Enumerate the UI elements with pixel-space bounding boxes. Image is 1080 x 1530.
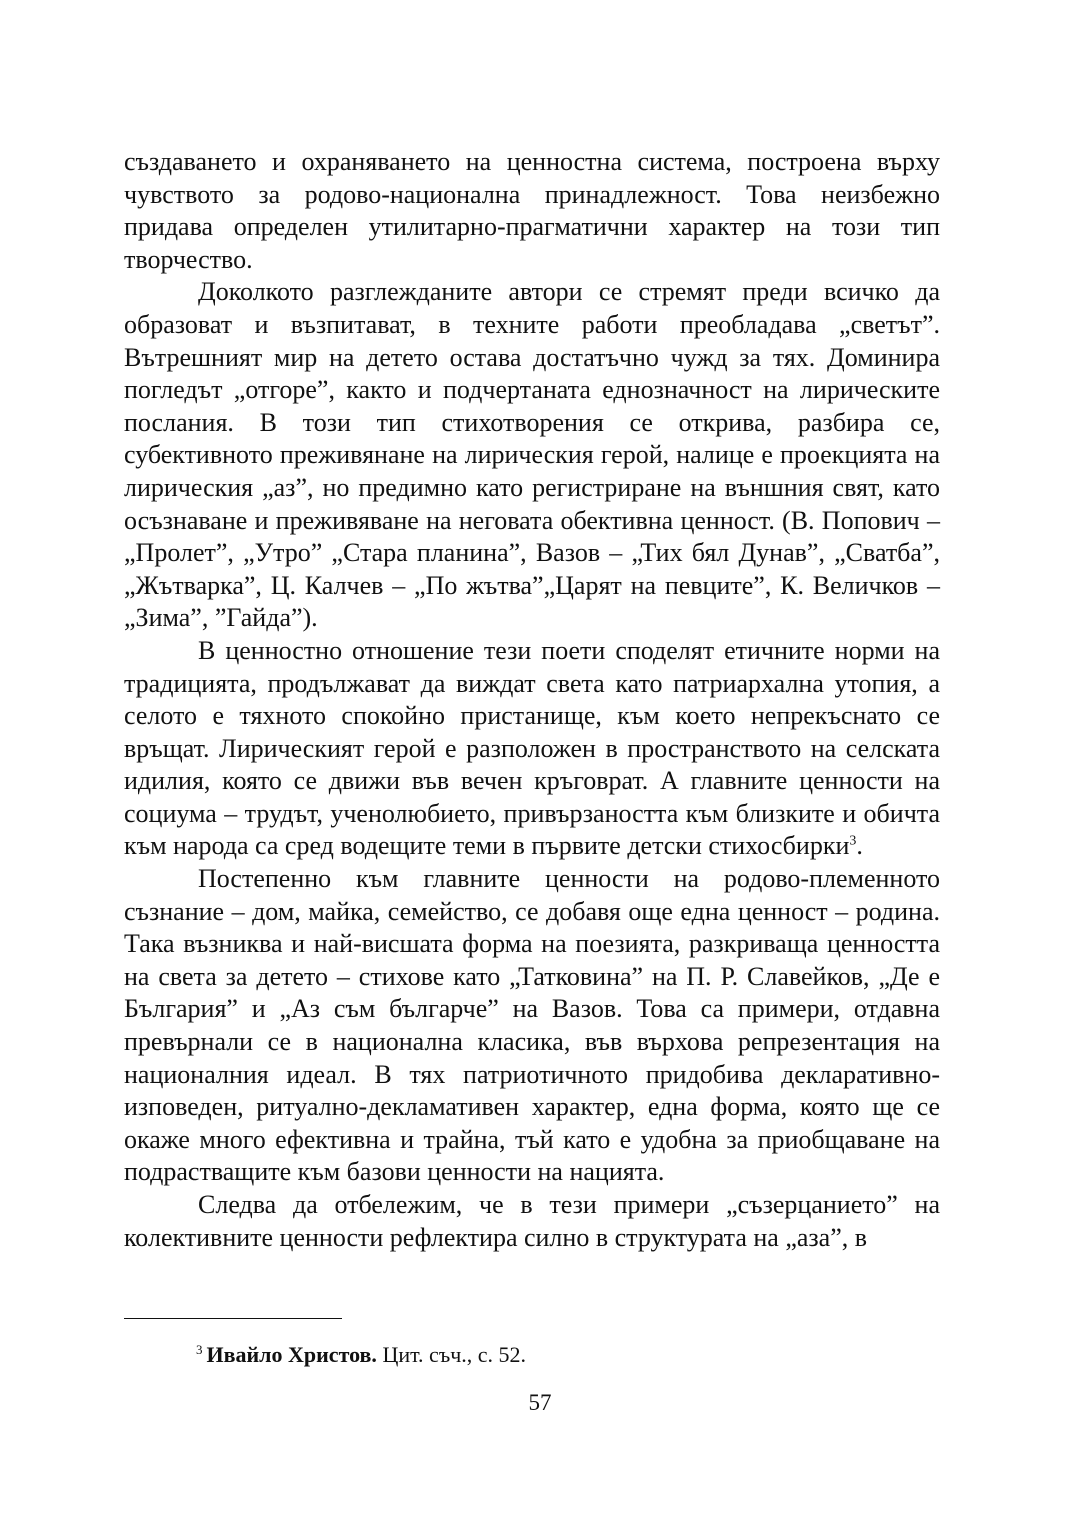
footnote-reference[interactable]: 3 bbox=[849, 833, 857, 849]
page-number: 57 bbox=[528, 1390, 552, 1415]
paragraph-3-end: . bbox=[856, 831, 863, 861]
paragraph-3 bbox=[124, 635, 940, 863]
paragraph-1: създаването и охраняването на ценностна система, построена върху чувството за родово-национална принадлежност. Това неизбежно придава определен утилитарно-прагматични характер на този тип творчество. bbox=[124, 147, 940, 274]
page-body bbox=[124, 146, 940, 1254]
footnote bbox=[196, 1341, 526, 1369]
paragraph-4: Постепенно към главните ценности на родово-племенното съзнание – дом, майка, семейство, се добавя още една ценност – родина. Така възниква и най-висшата форма на поезията, разкриваща ценността на света за детето – стихове като „Татковина” на П. Р. Славейков, „Де е България” и „Аз съм българче” на Вазов. Това са примери, отдавна превърнали се в национална класика, във върхова репрезентация на националния идеал. В тях патриотичното придобива декларативно-изповеден, ритуално-декламативен характер, една форма, която ще се окаже много ефективна и трайна, тъй като е удобна за приобщаване на подрастващите към базови ценности на нацията. bbox=[124, 864, 940, 1187]
paragraph-5: Следва да отбележим, че в тези примери „съзерцанието” на колективните ценности рефлектира силно в структурата на „аза”, в bbox=[124, 1190, 940, 1252]
footnote-author: Ивайло Христов. bbox=[206, 1342, 377, 1367]
footnote-number: 3 bbox=[196, 1341, 203, 1357]
footnote-separator bbox=[124, 1318, 342, 1319]
paragraph-2: Доколкото разглежданите автори се стремят преди всичко да образоват и възпитават, в техните работи преобладава „светът”. Вътрешният мир на детето остава достатъчно чужд за тях. Доминира погледът „отгоре”, както и подчертаната еднозначност на лирическите послания. В този тип стихотворения се открива, разбира се, субективното преживянане на лирическия герой, налице е проекцията на лирическия „аз”, но предимно като регистриране на външния свят, като осъзнаване и преживяване на неговата обективна ценност. (В. Попович – „Пролет”, „Утро” „Стара планина”, Вазов – „Тих бял Дунав”, „Сватба”, „Жътварка”, Ц. Калчев – „По жътва”„Царят на певците”, К. Величков –„Зима”, ”Гайда”). bbox=[124, 277, 940, 633]
paragraph-3-text: В ценностно отношение тези поети споделят етичните норми на традицията, продължават да виждат света като патриархална утопия, а селото е тяхното спокойно пристанище, към което непрекъснато се връщат. Лирическият герой е разположен в пространството на селската идилия, която се движи във вечен кръговрат. А главните ценности на социума – трудът, ученолюбието, привързаността към близките и обичта към народа са сред водещите теми в първите детски стихосбирки bbox=[124, 635, 940, 861]
footnote-text: Цит. съч., с. 52. bbox=[382, 1342, 527, 1367]
